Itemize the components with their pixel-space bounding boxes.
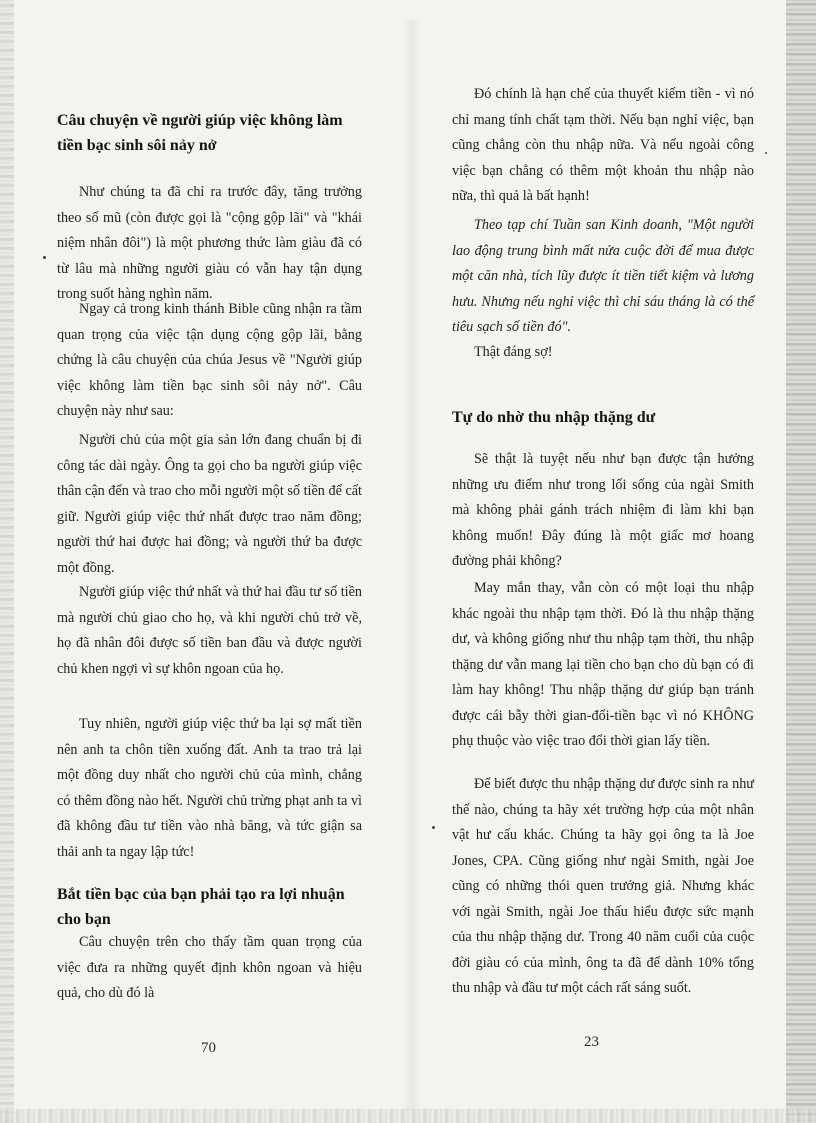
right-heading-passive-income: Tự do nhờ thu nhập thặng dư	[452, 409, 656, 426]
scan-edge-bottom	[0, 1109, 816, 1123]
right-quote-paragraph: Theo tạp chí Tuần san Kinh doanh, "Một người lao động trung bình mất nửa cuộc đời để mua được một căn nhà, tích lũy được ít tiền tiết kiệm và lương hưu. Nhưng nếu nghỉ việc thì chỉ sáu tháng là có thể tiêu sạch số tiền đó".	[452, 217, 754, 335]
left-closing-paragraph: Câu chuyện trên cho thấy tầm quan trọng của việc đưa ra những quyết định khôn ngoan và hiệu quả, cho dù đó là	[57, 934, 362, 1001]
right-paragraph-2: May mắn thay, vẫn còn có một loại thu nhập khác ngoài thu nhập tạm thời. Đó là thu nhập thặng dư, và không giống như thu nhập tạm thời, thu nhập thặng dư vẫn mang lại tiền cho bạn cho dù bạn có đi làm hay không! Thu nhập thặng dư giúp bạn tránh được cái bẫy thời gian-đổi-tiền bạc vì nó KHÔNG phụ thuộc vào việc trao đổi thời gian lấy tiền.	[452, 580, 754, 749]
left-heading-servant-story: Câu chuyện về người giúp việc không làm tiền bạc sinh sôi nảy nở	[57, 112, 343, 154]
right-exclamation: Thật đáng sợ!	[474, 344, 553, 360]
book-gutter	[403, 20, 421, 1110]
left-paragraph-5: Tuy nhiên, người giúp việc thứ ba lại sợ mất tiền nên anh ta chôn tiền xuống đất. Anh ta trao trả lại một đồng duy nhất cho người chủ của mình, chẳng có thêm đồng nào hết. Người chủ trừng phạt anh ta vì đã không đầu tư tiền vào nhà băng, và tức giận sa thải anh ta ngay lập tức!	[57, 716, 362, 860]
right-intro-paragraph: Đó chính là hạn chế của thuyết kiếm tiền - vì nó chỉ mang tính chất tạm thời. Nếu bạn nghỉ việc, bạn cũng chẳng còn thu nhập nữa. Và nếu ngoài công việc bạn chẳng có thêm một khoản thu nhập nào nữa, thì quả là bất hạnh!	[452, 86, 754, 204]
left-paragraph-1: Như chúng ta đã chỉ ra trước đây, tăng trưởng theo số mũ (còn được gọi là "cộng gộp lãi" và "khái niệm nhân đôi") là một phương thức làm giàu đã có từ lâu mà những người giàu có vẫn hay tận dụng trong suốt hàng nghìn năm.	[57, 184, 362, 302]
scan-edge-right	[786, 0, 816, 1123]
left-paragraph-2: Ngay cả trong kinh thánh Bible cũng nhận ra tầm quan trọng của việc tận dụng cộng gộp lãi, bằng chứng là câu chuyện của chúa Jesus về "Người giúp việc không làm tiền bạc sinh sôi nảy nở". Câu chuyện này như sau:	[57, 301, 362, 419]
left-page-number: 70	[201, 1040, 216, 1056]
left-paragraph-3: Người chủ của một gia sản lớn đang chuẩn bị đi công tác dài ngày. Ông ta gọi cho ba người giúp việc thân cận đến và trao cho mỗi người một số tiền để cất giữ. Người giúp việc thứ nhất được trao năm đồng; người thứ hai được hai đồng; và người thứ ba được một đồng.	[57, 432, 362, 576]
right-page-number: 23	[584, 1034, 599, 1050]
scan-speck	[432, 826, 435, 829]
left-paragraph-4: Người giúp việc thứ nhất và thứ hai đầu tư số tiền mà người chủ giao cho họ, và khi người chủ trở về, họ đã nhân đôi được số tiền ban đầu và được người chủ khen ngợi vì sự khôn ngoan của họ.	[57, 584, 362, 677]
right-paragraph-1: Sẽ thật là tuyệt nếu như bạn được tận hưởng những ưu điểm như trong lối sống của ngài Smith mà không phải gánh trách nhiệm đi làm khi bạn không muốn! Đây đúng là một giấc mơ hoang đường phải không?	[452, 451, 754, 569]
scan-speck	[43, 256, 46, 259]
right-paragraph-3: Để biết được thu nhập thặng dư được sinh ra như thế nào, chúng ta hãy xét trường hợp của một nhân vật hư cấu khác. Chúng ta hãy gọi ông ta là Joe Jones, CPA. Cũng giống như ngài Smith, ngài Joe cũng có những thói quen trưởng giả. Nhưng khác với ngài Smith, ngài Joe thấu hiểu được sức mạnh của thu nhập thặng dư. Trong 40 năm cuối của cuộc đời giàu có của mình, ông ta đã để dành 10% tổng thu nhập và đầu tư một cách rất sáng suốt.	[452, 776, 754, 996]
scan-speck	[765, 152, 767, 154]
scan-edge-left	[0, 0, 14, 1123]
left-heading-money-profit: Bắt tiền bạc của bạn phải tạo ra lợi nhuận cho bạn	[57, 886, 345, 928]
